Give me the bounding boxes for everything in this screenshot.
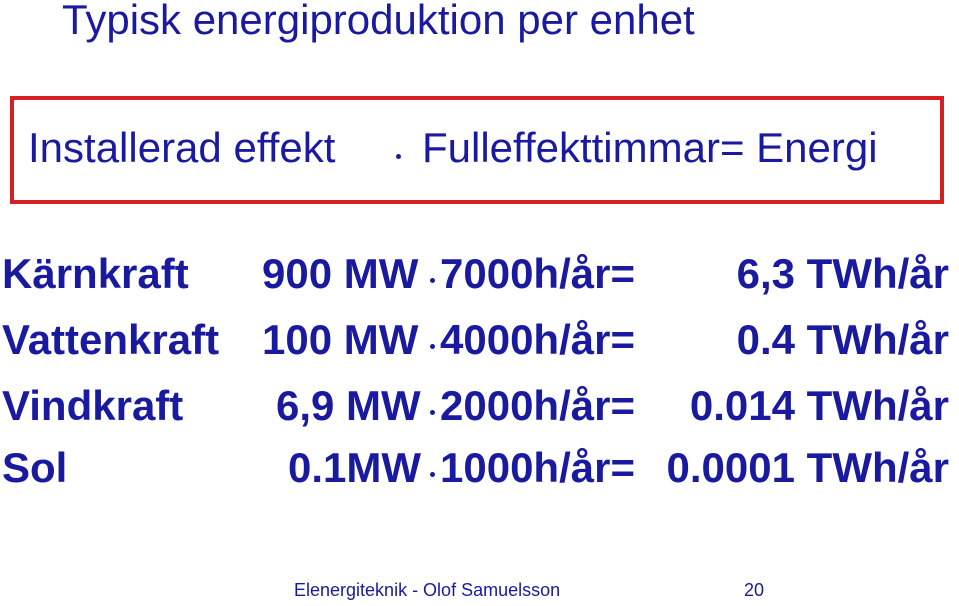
row-power: 900 MW: [262, 250, 419, 297]
formula-box: [10, 96, 944, 204]
formula-right: Fulleffekttimmar= Energi: [422, 124, 878, 171]
row-label: Kärnkraft: [2, 250, 189, 297]
row-hours: 7000h/år=: [440, 250, 635, 297]
row-energy: 0.014 TWh/år: [689, 382, 949, 429]
multiply-dot: [430, 472, 435, 477]
multiply-dot: [430, 278, 435, 283]
row-power: 0.1MW: [288, 444, 422, 491]
footer-author: Elenergiteknik - Olof Samuelsson: [294, 580, 561, 600]
table-row: [0, 444, 959, 496]
multiply-dot: [396, 154, 401, 159]
row-label: Sol: [2, 444, 68, 491]
slide-title: Typisk energiproduktion per enhet: [62, 0, 695, 43]
row-energy: 6,3 TWh/år: [736, 250, 949, 297]
table-row: [0, 382, 959, 434]
table-row: [0, 250, 959, 302]
row-hours: 1000h/år=: [440, 444, 635, 491]
multiply-dot: [430, 344, 435, 349]
formula-left: Installerad effekt: [28, 124, 336, 171]
row-power: 100 MW: [262, 316, 419, 363]
row-hours: 4000h/år=: [440, 316, 635, 363]
row-power: 6,9 MW: [276, 382, 421, 429]
row-energy: 0.4 TWh/år: [736, 316, 949, 363]
row-label: Vattenkraft: [2, 316, 220, 363]
multiply-dot: [430, 410, 435, 415]
row-label: Vindkraft: [2, 382, 184, 429]
row-hours: 2000h/år=: [440, 382, 635, 429]
page-number: 20: [744, 580, 765, 600]
table-row: [0, 316, 959, 368]
row-energy: 0.0001 TWh/år: [666, 444, 949, 491]
